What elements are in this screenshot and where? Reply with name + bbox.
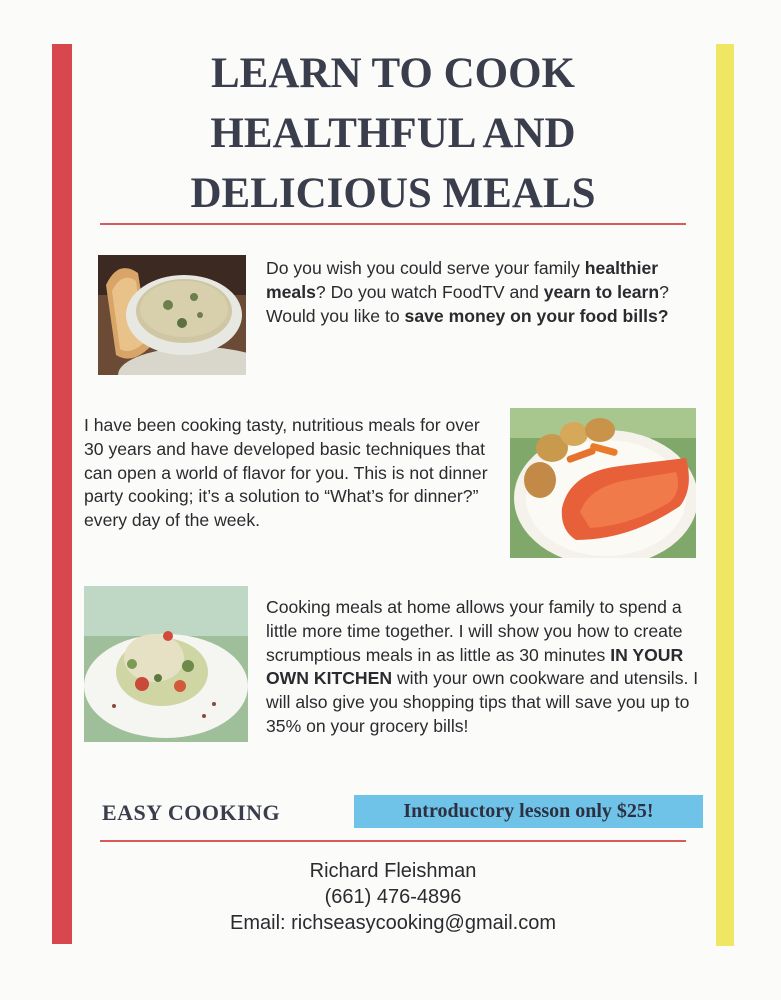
intro-questions (266, 257, 706, 328)
right-yellow-border (716, 44, 734, 946)
left-red-border (52, 44, 72, 944)
home-bold-in-your-own-kitchen: IN YOUR OWN KITCHEN (266, 644, 684, 689)
contact-email: Email: richseasycooking@gmail.com (230, 912, 556, 934)
intro-bold-yearn-to-learn: yearn to learn (543, 281, 660, 302)
home-cooking-paragraph (266, 596, 706, 739)
easy-cooking-brand: EASY COOKING (102, 800, 281, 825)
soup-bowl-with-bread-image (98, 255, 246, 375)
intro-bold-save-money: save money on your food bills? (404, 305, 669, 326)
contact-phone: (661) 476-4896 (324, 886, 462, 908)
salad-plate-image (84, 586, 248, 742)
footer-divider (100, 840, 686, 842)
page-title (80, 44, 706, 224)
contact-name: Richard Fleishman (309, 860, 477, 882)
home-text-2: with your own cookware and utensils. I will also give you shopping tips that will save you up to 35% on your grocery bills! (266, 668, 699, 736)
salmon-with-potatoes-image (510, 408, 696, 558)
title-divider (100, 223, 686, 225)
intro-text-1: Do you wish you could serve your family (266, 258, 585, 278)
promo-banner: Introductory lesson only $25! (354, 795, 703, 828)
contact-block (100, 858, 686, 936)
home-text-1: Cooking meals at home allows your family to spend a little more time together. I will show you how to create scrumptious meals in as little as 30 minutes (266, 597, 683, 665)
intro-text-2: ? Do you watch FoodTV and (315, 281, 544, 302)
title-line-1: LEARN TO COOK (211, 50, 575, 97)
intro-bold-healthier-meals: healthier meals (266, 258, 659, 302)
experience-paragraph: I have been cooking tasty, nutritious meals for over 30 years and have developed basic techniques that can open a world of flavor for you. This is not dinner party cooking; it’s a solution to “What’s for dinner?” every day of the week. (84, 415, 488, 531)
title-line-2: HEALTHFUL AND (210, 110, 576, 157)
intro-text-3: ? Would you like to (266, 281, 669, 326)
title-line-3: DELICIOUS MEALS (190, 170, 596, 217)
